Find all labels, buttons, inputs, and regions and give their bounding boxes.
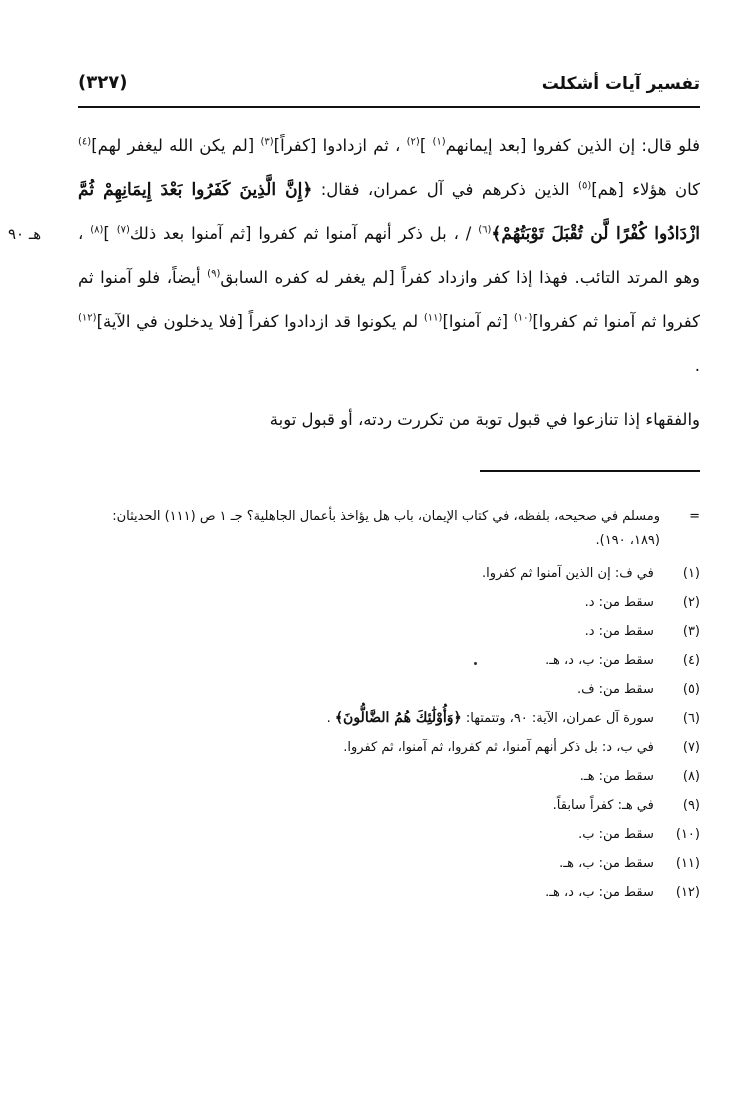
footnote-ref: (١١)	[423, 312, 443, 324]
footnote-ref: (٥)	[578, 180, 592, 192]
footnote-item	[78, 791, 700, 820]
footnote-ref: (٦)	[478, 224, 492, 236]
text-segment: أيضاً، فلو آمنوا ثم كفروا ثم آمنوا ثم كفروا]	[78, 268, 700, 331]
quran-verse: ﴿وَأُوْلَٰئِكَ هُمُ الضَّالُّونَ﴾	[334, 710, 462, 726]
footnote-text: سقط من: د.	[584, 624, 654, 639]
footnote-ref: (٤)	[78, 136, 92, 148]
footnote-text: في ف: إن الذين آمنوا ثم كفروا.	[482, 566, 654, 581]
footnote-text: سورة آل عمران، الآية: ٩٠، وتتمتها:	[465, 711, 654, 726]
text-segment: ، ثم ازدادوا [كفراً]	[273, 136, 401, 155]
footnote-item	[78, 704, 700, 733]
quran-verse: ﴿إِنَّ الَّذِينَ كَفَرُوا بَعْدَ إِيمَانِهِمْ ثُمَّ ازْدَادُوا كُفْرًا لَّن تُقْبَلَ تَوْبَتُهُمْ﴾	[78, 180, 701, 244]
footnote-ref: (٢)	[406, 136, 420, 148]
footnote-number: (٤)	[682, 653, 700, 668]
footnote-number: (٥)	[682, 682, 700, 697]
text-segment: كان هؤلاء [هم]	[591, 180, 700, 199]
footnote-number: (١١)	[675, 856, 700, 871]
footnote-number: (١)	[682, 566, 700, 581]
footnote-ref: (٨)	[90, 224, 104, 236]
footnote-item	[78, 820, 700, 849]
footnote-number: (١٠)	[675, 827, 700, 842]
footnote-ref: (٧)	[116, 224, 130, 236]
text-segment: فلو قال: إن الذين كفروا [بعد إيمانهم	[445, 136, 700, 155]
text-segment: الذين ذكرهم في آل عمران، فقال:	[320, 180, 570, 199]
ink-speck	[474, 662, 477, 665]
text-segment: .	[694, 356, 700, 375]
footnote-text: ومسلم في صحيحه، بلفظه، في كتاب الإيمان، باب هل يؤاخذ بأعمال الجاهلية؟ جـ ١ ص (١١١) الحديثان: (١٨٩، ١٩٠).	[112, 509, 660, 548]
footnote-ref: (١٢)	[78, 312, 97, 324]
footnote-continued	[78, 505, 700, 553]
footnote-ref: (١٠)	[513, 312, 533, 324]
page-number: (٣٢٧)	[78, 72, 128, 93]
footnote-number: (٦)	[682, 711, 700, 726]
footnote-text: سقط من: هـ.	[579, 769, 654, 784]
footnote-item	[78, 849, 700, 878]
text-segment: ، وهو المرتد التائب. فهذا إذا كفر وازداد كفراً [لم يغفر له كفره السابق	[78, 224, 700, 287]
text-segment: ]	[419, 136, 427, 155]
text-segment: / ، بل ذكر أنهم آمنوا ثم كفروا [ثم آمنوا بعد ذلك	[129, 224, 472, 243]
running-title: تفسير آيات أشكلت	[541, 74, 700, 94]
footnote-text: سقط من: ب، د، هـ.	[545, 885, 654, 900]
continuation-mark: =	[689, 509, 700, 524]
margin-note: هـ ٩٠	[8, 225, 42, 243]
footnote-ref: (١)	[432, 136, 446, 148]
footnote-item	[78, 762, 700, 791]
footnote-item	[78, 878, 700, 907]
footnote-item	[78, 675, 700, 704]
footnote-number: (٩)	[682, 798, 700, 813]
footnote-ref: (٣)	[260, 136, 274, 148]
page-header	[78, 68, 700, 102]
text-segment: ]	[103, 224, 110, 243]
footnotes	[78, 505, 700, 907]
paragraph	[78, 124, 700, 388]
text-segment: لم يكونوا قد ازدادوا كفراً [فلا يدخلون في الآية]	[96, 312, 419, 331]
main-text	[78, 124, 700, 442]
footnote-text: سقط من: ب.	[578, 827, 654, 842]
footnote-item	[78, 733, 700, 762]
footnote-text: سقط من: د.	[584, 595, 654, 610]
text-segment: [ثم آمنوا]	[442, 312, 509, 331]
footnote-item	[78, 588, 700, 617]
footnote-separator	[480, 470, 700, 472]
footnote-text: سقط من: ف.	[576, 682, 654, 697]
footnote-text: في ب، د: بل ذكر أنهم آمنوا، ثم كفروا، ثم آمنوا، ثم كفروا.	[343, 740, 654, 755]
footnote-item	[78, 617, 700, 646]
header-rule	[78, 106, 700, 108]
text-segment: [لم يكن الله ليغفر لهم]	[91, 136, 255, 155]
footnote-ref: (٩)	[207, 268, 221, 280]
footnote-text: سقط من: ب، هـ.	[559, 856, 654, 871]
footnote-text: .	[326, 711, 331, 726]
footnote-text: سقط من: ب، د، هـ.	[545, 653, 654, 668]
footnote-number: (٧)	[682, 740, 700, 755]
paragraph: والفقهاء إذا تنازعوا في قبول توبة من تكررت ردته، أو قبول توبة	[269, 410, 700, 429]
footnote-number: (١٢)	[675, 885, 700, 900]
footnote-item	[78, 646, 700, 675]
footnote-number: (٣)	[682, 624, 700, 639]
footnote-number: (٨)	[682, 769, 700, 784]
footnote-text: في هـ: كفراً سابقاً.	[552, 798, 654, 813]
footnote-item	[78, 559, 700, 588]
footnote-number: (٢)	[682, 595, 700, 610]
